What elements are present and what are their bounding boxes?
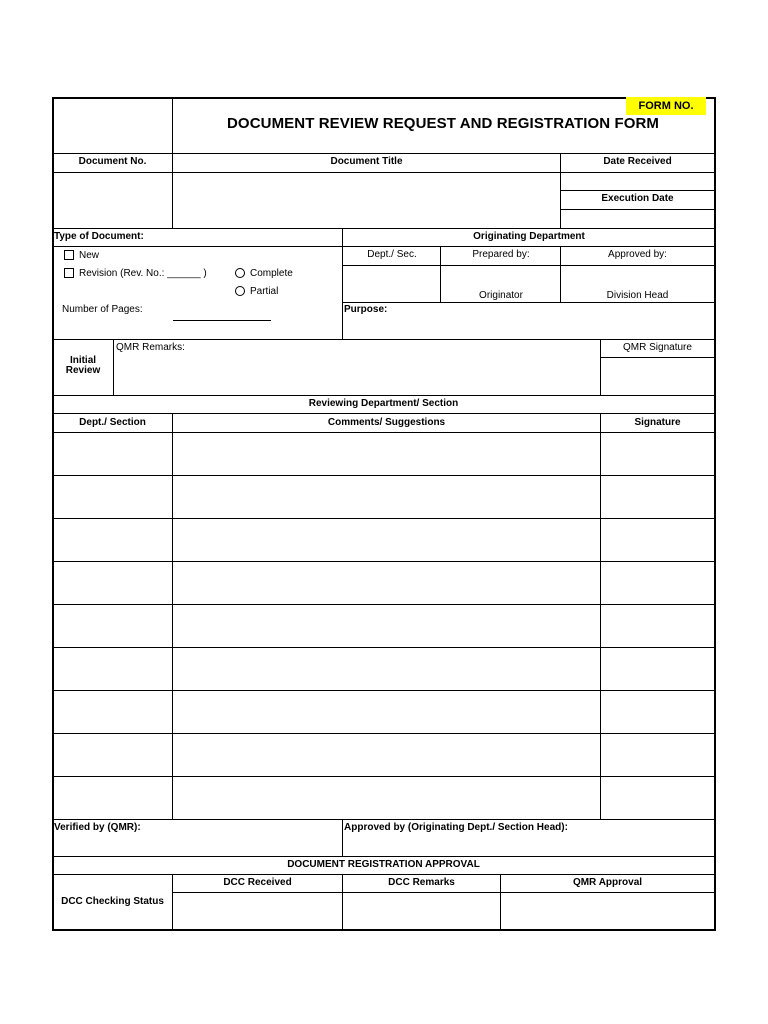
initial-review-bottom: [52, 395, 716, 396]
dcc-remarks-header: DCC Remarks: [388, 877, 455, 888]
initial-review-divider: [113, 339, 114, 395]
outer-border-left: [52, 97, 54, 931]
execution-date-header-bottom: [560, 209, 716, 210]
dcc-checking-status-label: DCC Checking Status: [61, 896, 164, 907]
reviewing-header-bottom: [52, 432, 716, 433]
execution-date-header: Execution Date: [601, 193, 674, 204]
new-label: New: [79, 250, 100, 261]
qmr-signature-header-bottom: [600, 357, 716, 358]
verify-row-bottom: [52, 856, 716, 857]
registration-label-bottom: [52, 874, 716, 875]
approved-by-label: Approved by (Originating Dept./ Section Head):: [344, 822, 568, 833]
new-checkbox[interactable]: [64, 250, 74, 260]
table-row: [52, 475, 716, 476]
title-row-bottom: [52, 153, 716, 154]
dept-sec-header: Dept./ Sec.: [367, 249, 417, 260]
qmr-approval-header: QMR Approval: [572, 877, 643, 888]
initial-review-label-2: Review: [65, 365, 101, 376]
originator-label: Originator: [479, 290, 523, 301]
col-divider-1: [172, 153, 173, 228]
revision-checkbox[interactable]: [64, 268, 74, 278]
reviewing-label-bottom: [52, 413, 716, 414]
dept-section-col-header: Dept./ Section: [79, 417, 146, 428]
reviewing-department-label: Reviewing Department/ Section: [308, 398, 459, 409]
orig-divider-1: [440, 246, 441, 302]
reviewing-col-divider-1: [172, 413, 173, 819]
page-title: DOCUMENT REVIEW REQUEST AND REGISTRATION FORM: [227, 115, 659, 132]
table-row: [52, 690, 716, 691]
number-of-pages-field[interactable]: [173, 320, 271, 321]
date-received-box-bottom: [560, 190, 716, 191]
verified-by-label: Verified by (QMR):: [54, 822, 141, 833]
complete-label: Complete: [250, 268, 293, 279]
complete-radio[interactable]: [235, 268, 245, 278]
header-row-bottom: [52, 172, 716, 173]
type-of-document-label: Type of Document:: [54, 231, 144, 242]
registration-approval-label: DOCUMENT REGISTRATION APPROVAL: [287, 859, 480, 870]
document-title-header: Document Title: [330, 156, 403, 167]
table-row: [52, 733, 716, 734]
purpose-label: Purpose:: [344, 304, 388, 315]
type-section-bottom: [52, 339, 716, 340]
division-head-label: Division Head: [606, 290, 669, 301]
date-received-header: Date Received: [603, 156, 672, 167]
document-no-header: Document No.: [78, 156, 147, 167]
partial-label: Partial: [250, 286, 279, 297]
table-row: [52, 518, 716, 519]
orig-subheader-bottom: [342, 265, 716, 266]
signature-col-header: Signature: [634, 417, 681, 428]
doc-row-bottom: [52, 228, 716, 229]
form-no-label: FORM NO.: [626, 97, 706, 115]
partial-radio[interactable]: [235, 286, 245, 296]
table-row: [52, 604, 716, 605]
originating-department-label: Originating Department: [473, 231, 585, 242]
initial-review-label-1: Initial: [69, 355, 97, 366]
qmr-signature-label: QMR Signature: [623, 342, 692, 353]
type-orig-divider: [342, 228, 343, 340]
registration-header-bottom: [172, 892, 716, 893]
number-of-pages-label: Number of Pages:: [62, 304, 143, 315]
dcc-received-header: DCC Received: [223, 877, 292, 888]
qmr-remarks-label: QMR Remarks:: [116, 342, 185, 353]
orig-sign-row-bottom: [342, 302, 716, 303]
outer-border-top: [52, 97, 716, 99]
verify-divider: [342, 819, 343, 856]
outer-border-right: [714, 97, 716, 931]
type-row-header-bottom: [52, 246, 716, 247]
table-row: [52, 776, 716, 777]
reviewing-table-bottom: [52, 819, 716, 820]
prepared-by-header: Prepared by:: [472, 249, 530, 260]
approved-by-header: Approved by:: [608, 249, 667, 260]
comments-col-header: Comments/ Suggestions: [327, 417, 446, 428]
outer-border-bottom: [52, 929, 716, 931]
revision-label: Revision (Rev. No.: ______ ): [79, 268, 207, 279]
reviewing-col-divider-2: [600, 413, 601, 819]
table-row: [52, 561, 716, 562]
table-row: [52, 647, 716, 648]
